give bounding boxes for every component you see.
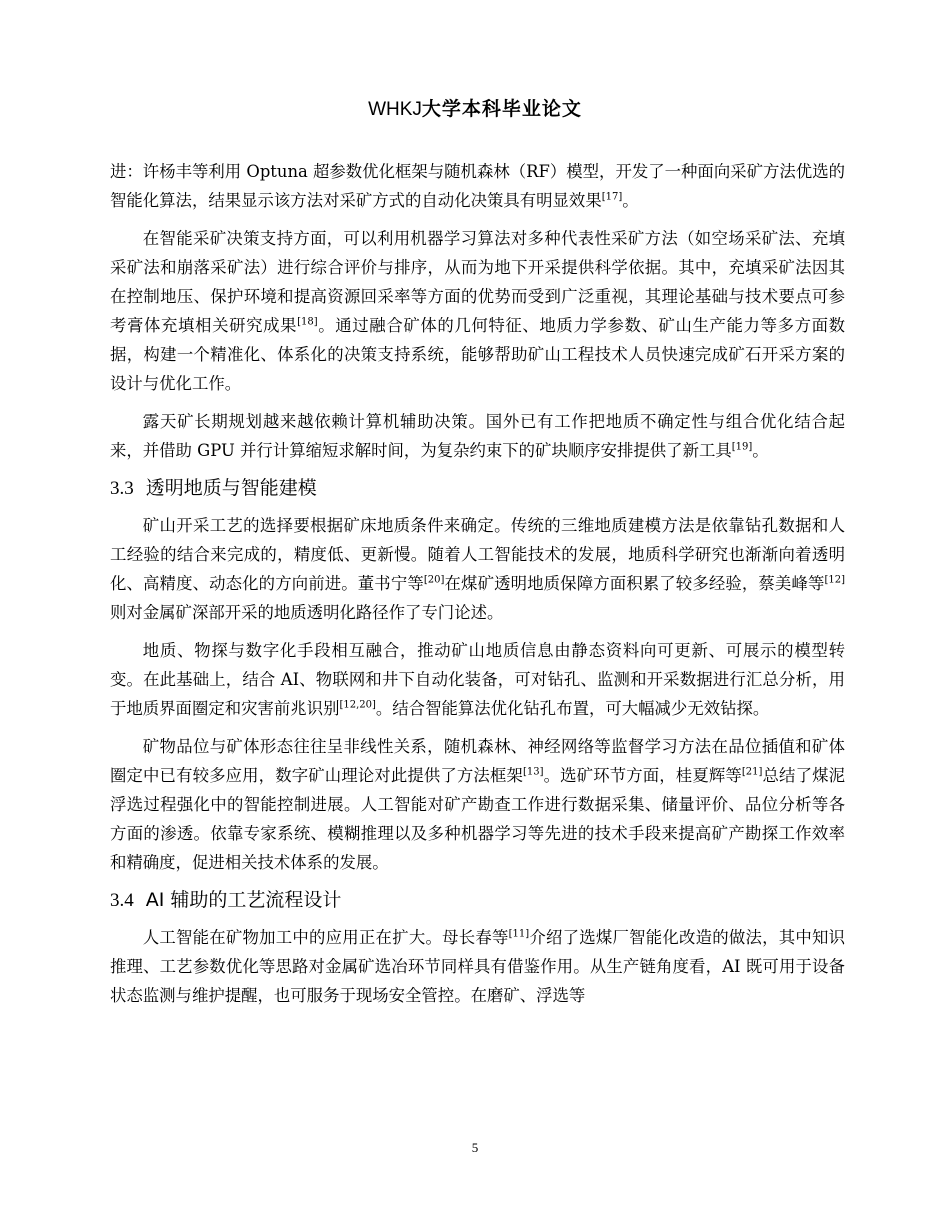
paragraph-text: 。	[752, 441, 769, 460]
section-heading	[110, 886, 845, 915]
paragraph-text: 矿山开采工艺的选择要根据矿床地质条件来确定。传统的三维地质建模方法是依靠钻孔数据和人工经验的结合来完成的，精度低、更新慢。随着人工智能技术的发展，地质科学研究也渐渐向着透明化、高精度、动态化的方向前进。董书宁等	[110, 516, 845, 593]
paragraph-text: 人工智能在矿物加工中的应用正在扩大。母长春等	[142, 928, 509, 947]
page-number: 5	[471, 1140, 479, 1155]
paragraph	[110, 511, 845, 627]
paragraph	[110, 407, 845, 465]
body-text	[110, 157, 845, 1019]
paragraph-text: 地质、物探与数字化手段相互融合，推动矿山地质信息由静态资料向可更新、可展示的模型转变。在此基础上，结合 AI、物联网和井下自动化装备，可对钻孔、监测和开采数据进行汇总分析，用于地质界面圈定和灾害前兆识别	[110, 641, 845, 718]
citation-ref: [13]	[522, 766, 544, 778]
paragraph-text: 。通过融合矿体的几何特征、地质力学参数、矿山生产能力等多方面数据，构建一个精准化、体系化的决策支持系统，能够帮助矿山工程技术人员快速完成矿石开采方案的设计与优化工作。	[110, 316, 846, 393]
citation-ref: [21]	[741, 766, 763, 778]
section-title: 透明地质与智能建模	[145, 477, 317, 499]
paragraph-text: 矿物品位与矿体形态往往呈非线性关系，随机森林、神经网络等监督学习方法在品位插值和矿体圈定中已有较多应用，数字矿山理论对此提供了方法框架	[110, 737, 845, 785]
running-header-code: WHKJ	[368, 99, 422, 120]
paragraph-text: 进：许杨丰等利用 Optuna 超参数优化框架与随机森林（RF）模型，开发了一种面向采矿方法优选的智能化算法，结果显示该方法对采矿方式的自动化决策具有明显效果	[110, 162, 845, 210]
paragraph-text: 。	[622, 191, 639, 210]
citation-ref: [20]	[423, 574, 445, 586]
paragraph-text: 露天矿长期规划越来越依赖计算机辅助决策。国外已有工作把地质不确定性与组合优化结合起来，并借助 GPU 并行计算缩短求解时间，为复杂约束下的矿块顺序安排提供了新工具	[110, 412, 845, 460]
citation-ref: [18]	[297, 316, 318, 328]
citation-ref: [12,20]	[339, 699, 376, 711]
paragraph	[110, 636, 845, 723]
paragraph-text: 则对金属矿深部开采的地质透明化路径作了专门论述。	[110, 603, 504, 622]
running-header	[0, 94, 950, 121]
paragraph-text: 在智能采矿决策支持方面，可以利用机器学习算法对多种代表性采矿方法（如空场采矿法、充填采矿法和崩落采矿法）进行综合评价与排序，从而为地下开采提供科学依据。其中，充填采矿法因其在控制地压、保护环境和提高资源回采率等方面的优势而受到广泛重视，其理论基础与技术要点可参考膏体充填相关研究成果	[110, 229, 845, 335]
paragraph-text: 介绍了选煤厂智能化改造的做法，其中知识推理、工艺参数优化等思路对金属矿选冶环节同样具有借鉴作用。从生产链角度看，AI 既可用于设备状态监测与维护提醒，也可服务于现场安全管控。在磨矿、浮选等	[110, 928, 846, 1005]
paragraph	[110, 732, 845, 877]
paragraph-text: 。选矿环节方面，桂夏辉等	[543, 766, 742, 785]
section-number: 3.3	[110, 478, 134, 499]
running-header-title: 大学本科毕业论文	[421, 98, 582, 120]
citation-ref: [17]	[601, 191, 623, 203]
citation-ref: [19]	[731, 441, 753, 453]
paragraph	[110, 157, 845, 215]
section-number: 3.4	[110, 890, 134, 911]
paragraph-text: 。结合智能算法优化钻孔布置，可大幅减少无效钻探。	[375, 699, 770, 718]
paragraph-text: 在煤矿透明地质保障方面积累了较多经验，蔡美峰等	[444, 574, 825, 593]
citation-ref: [12]	[824, 574, 846, 586]
citation-ref: [11]	[508, 928, 530, 940]
paragraph	[110, 923, 845, 1010]
paragraph	[110, 224, 845, 398]
paragraph-text: 总结了煤泥浮选过程强化中的智能控制进展。人工智能对矿产勘查工作进行数据采集、储量评价、品位分析等各方面的渗透。依靠专家系统、模糊推理以及多种机器学习等先进的技术手段来提高矿产勘探工作效率和精确度，促进相关技术体系的发展。	[110, 766, 846, 872]
section-heading	[110, 474, 845, 503]
section-title: AI 辅助的工艺流程设计	[145, 889, 342, 911]
